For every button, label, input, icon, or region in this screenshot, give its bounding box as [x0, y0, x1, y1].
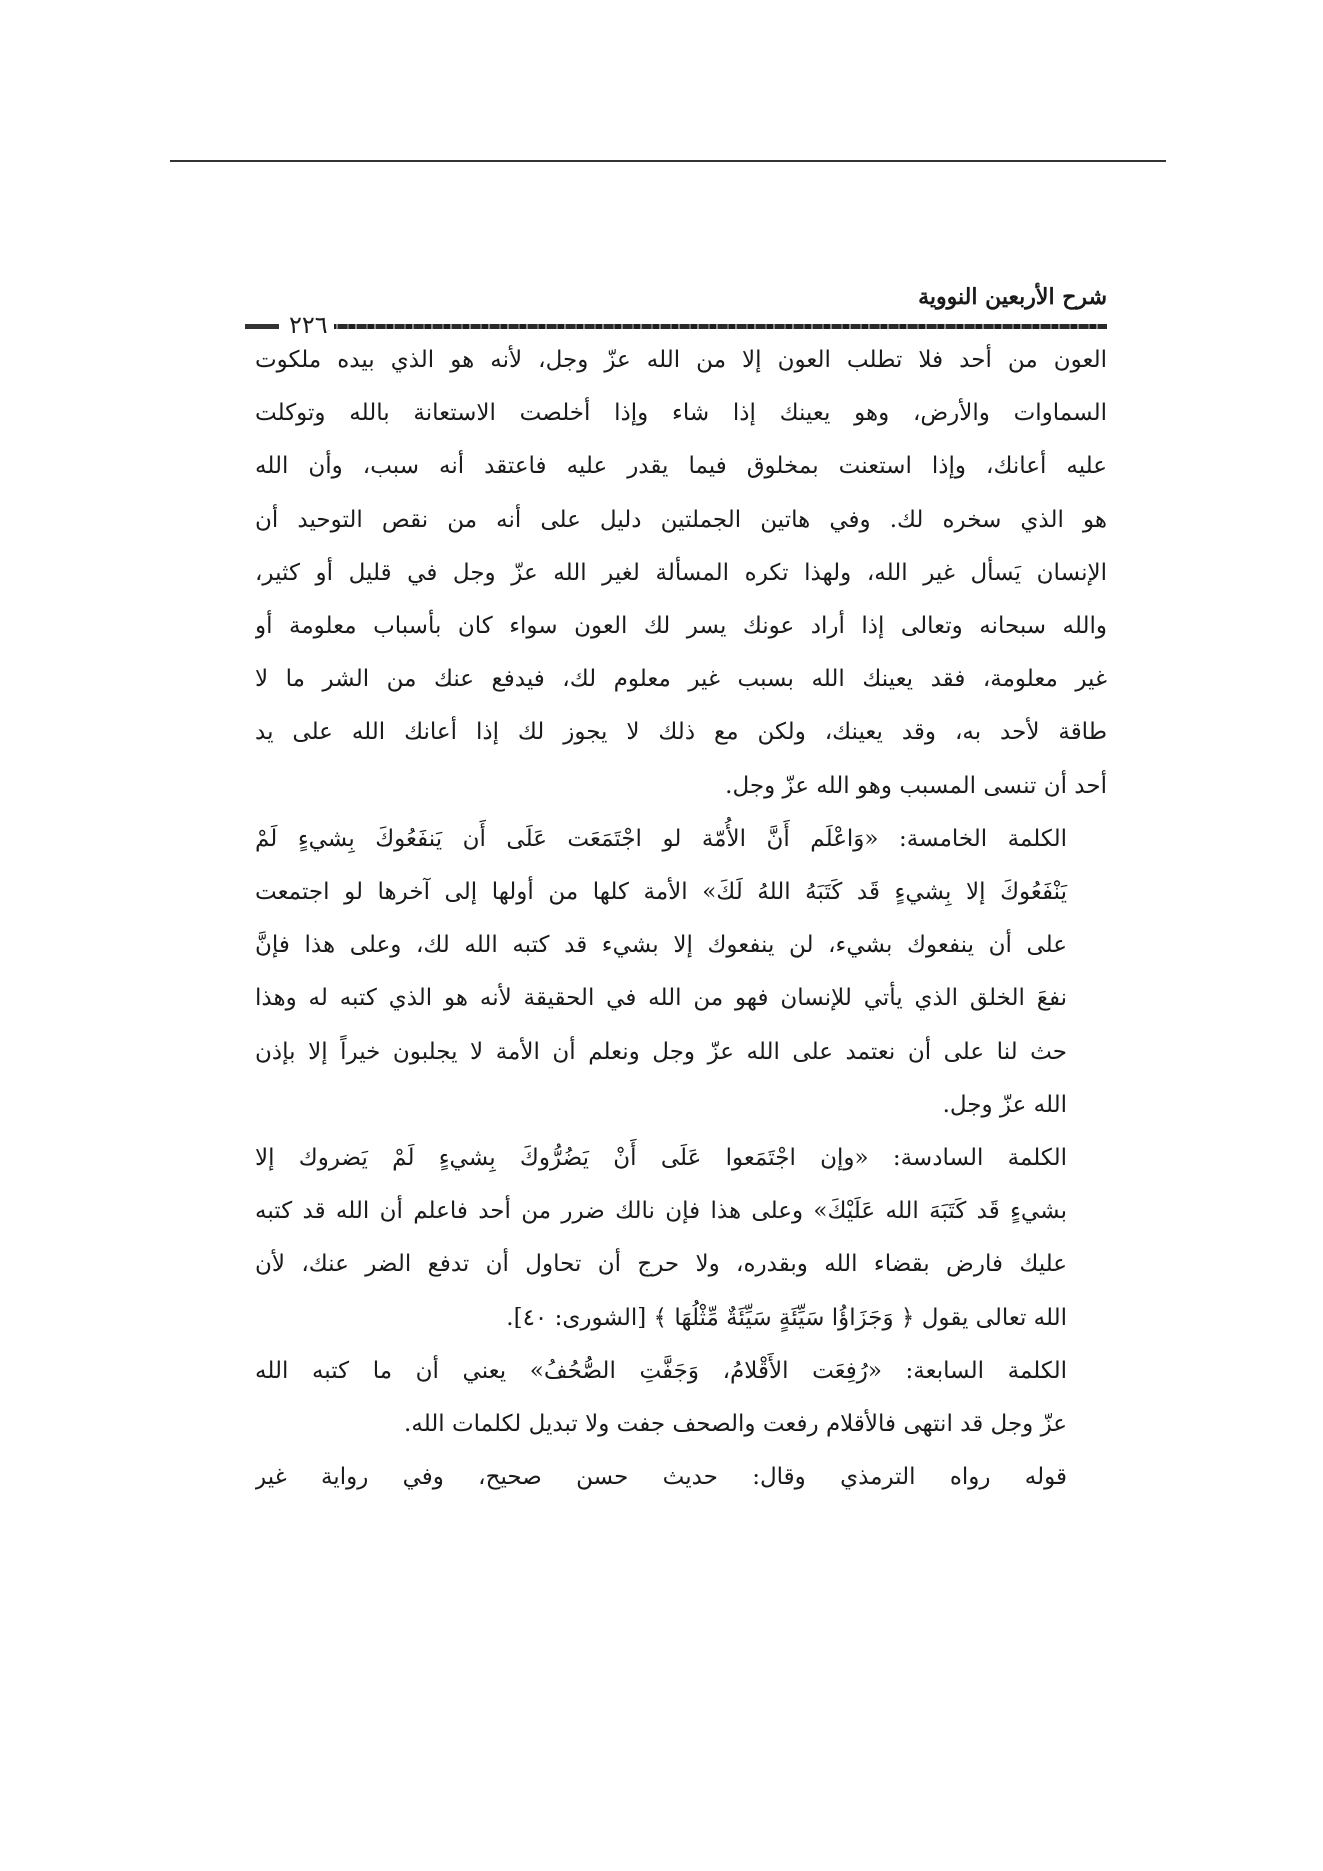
paragraph-1 — [255, 334, 1107, 813]
text-line: أحد أن تنسى المسبب وهو الله عزّ وجل. — [725, 772, 1107, 799]
book-title: شرح الأربعين النووية — [918, 284, 1107, 310]
paragraph-seventh-word — [255, 1345, 1107, 1451]
paragraph-sixth-word — [255, 1132, 1107, 1345]
text-line: الكلمة الخامسة: «وَاعْلَم أَنَّ الأُمّة لو اجْتَمَعَت عَلَى أَن يَنفَعُوكَ بِشيءٍ لَمْ — [255, 825, 1067, 852]
running-header — [255, 280, 1107, 340]
text-line: نفعَ الخلق الذي يأتي للإنسان فهو من الله في الحقيقة لأنه هو الذي كتبه له وهذا — [255, 985, 1067, 1012]
text-line: طاقة لأحد به، وقد يعينك، ولكن مع ذلك لا يجوز لك إذا أعانك الله على يد — [255, 719, 1107, 746]
text-line: عليه أعانك، وإذا استعنت بمخلوق فيما يقدر عليه فاعتقد أنه سبب، وأن الله — [255, 453, 1107, 480]
page-body — [255, 334, 1107, 1504]
text-line: عزّ وجل قد انتهى فالأقلام رفعت والصحف جفت ولا تبديل لكلمات الله. — [404, 1411, 1067, 1438]
text-line: الله تعالى يقول ﴿ وَجَزَاؤُا سَيِّئَةٍ سَيِّئَةٌ مِّثْلُهَا ﴾ [الشورى: ٤٠]. — [506, 1304, 1067, 1331]
text-line: عليك فارض بقضاء الله وبقدره، ولا حرج أن تحاول أن تدفع الضر عنك، لأن — [255, 1251, 1067, 1278]
text-line: حث لنا على أن نعتمد على الله عزّ وجل ونعلم أن الأمة لا يجلبون خيراً إلا بإذن — [255, 1038, 1067, 1065]
text-line: السماوات والأرض، وهو يعينك إذا شاء وإذا أخلصت الاستعانة بالله وتوكلت — [255, 400, 1107, 427]
page-number: ٢٢٦ — [283, 310, 334, 340]
text-line: هو الذي سخره لك. وفي هاتين الجملتين دليل على أنه من نقص التوحيد أن — [255, 506, 1107, 533]
text-line: العون من أحد فلا تطلب العون إلا من الله عزّ وجل، لأنه هو الذي بيده ملكوت — [255, 347, 1107, 373]
header-rule-tail — [245, 324, 279, 329]
top-border-rule — [170, 160, 1166, 162]
text-line: والله سبحانه وتعالى إذا أراد عونك يسر لك العون سواء كان بأسباب معلومة أو — [255, 613, 1107, 640]
text-line: قوله رواه الترمذي وقال: حديث حسن صحيح، وفي رواية غير — [255, 1464, 1067, 1491]
text-line: الإنسان يَسأل غير الله، ولهذا تكره المسألة لغير الله عزّ وجل في قليل أو كثير، — [255, 559, 1107, 586]
paragraph-fifth-word — [255, 813, 1107, 1132]
text-line: على أن ينفعوك بشيء، لن ينفعوك إلا بشيء قد كتبه الله لك، وعلى هذا فإنَّ — [255, 932, 1067, 959]
header-rule — [319, 324, 1107, 329]
text-line: الله عزّ وجل. — [942, 1091, 1067, 1118]
text-line: الكلمة السادسة: «وإن اجْتَمَعوا عَلَى أَنْ يَضُرُّوكَ بِشيءٍ لَمْ يَضروك إلا — [255, 1145, 1067, 1172]
book-page — [255, 280, 1107, 1504]
paragraph-narration — [255, 1451, 1107, 1504]
text-line: بشيءٍ قَد كَتَبَهَ الله عَلَيْكَ» وعلى هذا فإن نالك ضرر من أحد فاعلم أن الله قد كتبه — [255, 1198, 1067, 1225]
text-line: غير معلومة، فقد يعينك الله بسبب غير معلوم لك، فيدفع عنك من الشر ما لا — [255, 666, 1107, 693]
text-line: الكلمة السابعة: «رُفِعَت الأَقْلامُ، وَجَفَّتِ الصُّحُفُ» يعني أن ما كتبه الله — [255, 1357, 1067, 1384]
text-line: يَنْفَعُوكَ إلا بِشيءٍ قَد كَتَبَهُ اللهُ لَكَ» الأمة كلها من أولها إلى آخرها لو اجتمعت — [255, 879, 1067, 906]
